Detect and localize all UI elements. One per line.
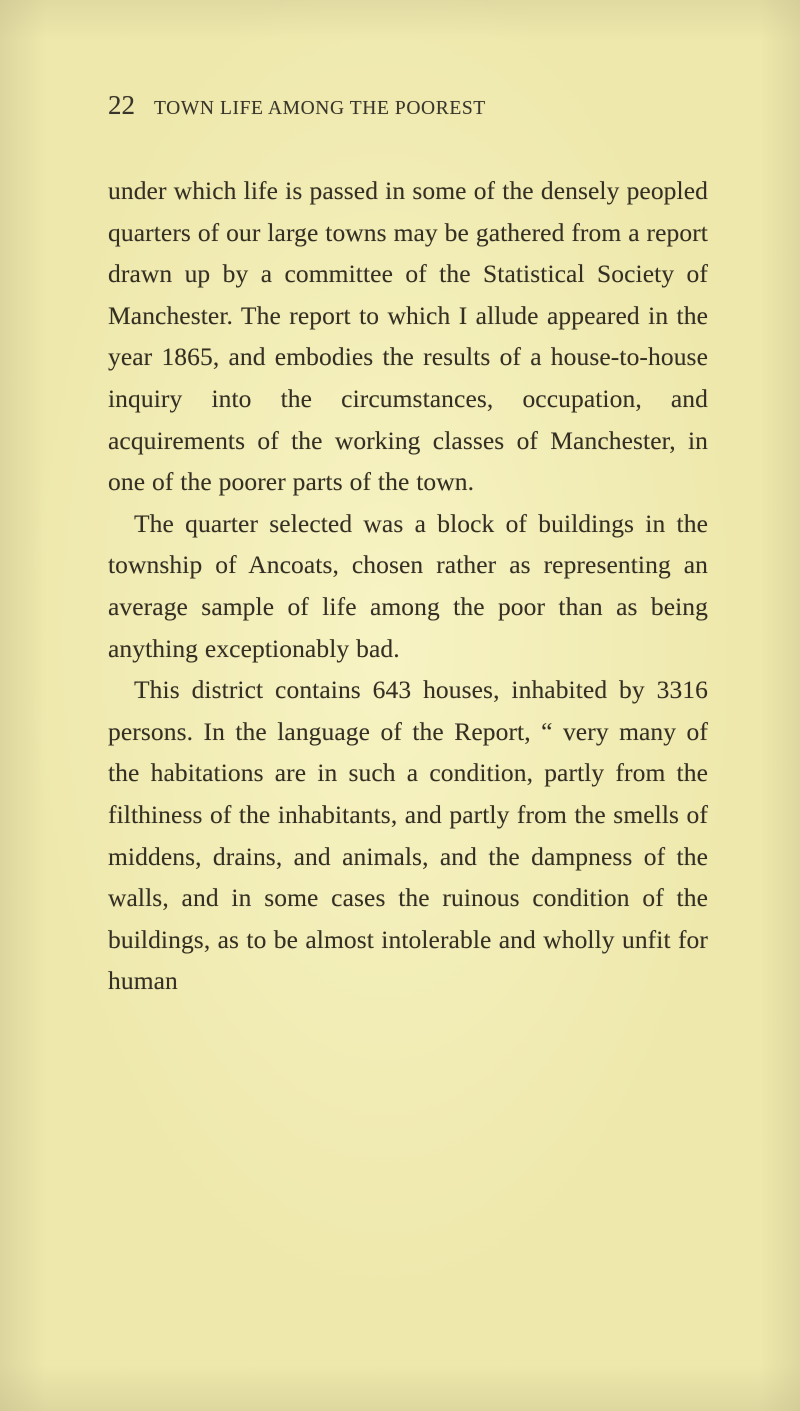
page-header <box>108 92 708 126</box>
page-text-block <box>108 92 708 1002</box>
body-paragraph: This district contains 643 houses, inhabited by 3316 persons. In the language of the Report, “ very many of the habitations are in such a condition, partly from the filthiness of the inhabitants, and partly from the smells of middens, drains, and animals, and the dampness of the walls, and in some cases the ruinous condition of the buildings, as to be almost intolerable and wholly unfit for human <box>108 675 708 996</box>
running-head: TOWN LIFE AMONG THE POOREST <box>154 98 486 119</box>
body-paragraph: The quarter selected was a block of buildings in the township of Ancoats, chosen rather as representing an average sample of life among the poor than as being anything exceptionably bad. <box>108 508 708 663</box>
body-paragraph: under which life is passed in some of the densely peopled quarters of our large towns may be gathered from a report drawn up by a committee of the Statistical Society of Manchester. The report to which I allude appeared in the year 1865, and embodies the results of a house-to-house inquiry into the circumstances, occupation, and acquirements of the working classes of Manchester, in one of the poorer parts of the town. <box>108 176 708 497</box>
page-number: 22 <box>108 90 135 120</box>
